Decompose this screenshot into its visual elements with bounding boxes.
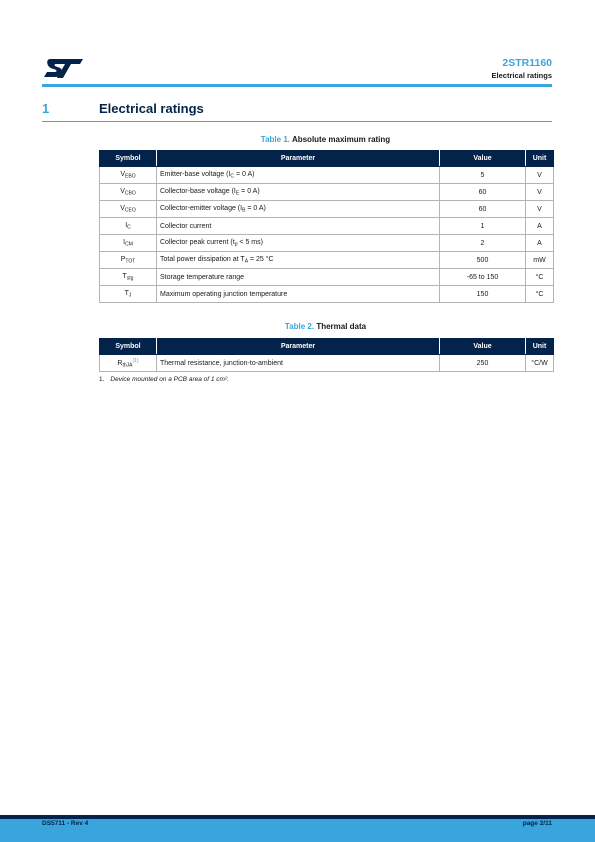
unit-cell: °C: [526, 286, 554, 303]
symbol-subscript: stg: [126, 275, 134, 282]
unit-cell: °C: [526, 269, 554, 286]
column-header-value: Value: [440, 339, 526, 355]
unit-cell: V: [526, 184, 554, 201]
parameter-text: Maximum operating junction temperature: [160, 290, 288, 298]
section-divider: [42, 121, 552, 122]
symbol-subscript: CBO: [124, 190, 136, 197]
value-cell: -65 to 150: [440, 269, 526, 286]
symbol-cell: [100, 201, 157, 218]
symbol-cell: [100, 269, 157, 286]
table-row: [100, 184, 554, 201]
table-row: [100, 218, 554, 235]
symbol-cell: [100, 355, 157, 372]
parameter-cell: [157, 252, 440, 269]
table1-caption: [99, 135, 552, 144]
value-cell: 150: [440, 286, 526, 303]
symbol-subscript: CM: [125, 241, 133, 248]
parameter-text: Collector-base voltage (I: [160, 187, 236, 195]
document-section-name: Electrical ratings: [491, 71, 552, 80]
symbol-cell: [100, 218, 157, 235]
parameter-subscript: C: [230, 173, 235, 180]
symbol-text: T: [122, 272, 127, 280]
symbol-text: P: [120, 255, 126, 263]
table-row: [100, 235, 554, 252]
symbol-cell: [100, 252, 157, 269]
section-title: Electrical ratings: [99, 101, 204, 116]
parameter-text: Total power dissipation at T: [160, 255, 245, 263]
symbol-text: V: [120, 204, 125, 212]
parameter-subscript: A: [244, 258, 249, 265]
table-row: [100, 201, 554, 218]
parameter-text: Collector-emitter voltage (I: [160, 204, 243, 212]
column-header-symbol: Symbol: [100, 151, 157, 167]
column-header-parameter: Parameter: [157, 339, 440, 355]
symbol-subscript: EBO: [125, 173, 136, 180]
parameter-condition: = 0 A): [239, 187, 260, 195]
value-cell: 2: [440, 235, 526, 252]
parameter-text: Collector peak current (t: [160, 238, 235, 246]
table-row: [100, 167, 554, 184]
table-row: [100, 355, 554, 372]
thermal-data-table: [99, 338, 554, 372]
footer-top-stripe: [0, 815, 595, 819]
parameter-text: Thermal resistance, junction-to-ambient: [160, 359, 283, 367]
parameter-subscript: E: [235, 190, 240, 197]
table2-caption: [99, 322, 552, 331]
parameter-subscript: B: [242, 207, 246, 214]
table1-caption-text: Absolute maximum rating: [291, 135, 391, 144]
document-title: 2STR1160: [502, 57, 552, 69]
column-header-parameter: Parameter: [157, 151, 440, 167]
symbol-text: T: [124, 289, 129, 297]
table-header-row: [100, 339, 554, 355]
parameter-cell: [157, 167, 440, 184]
footnote-number: 1.: [99, 376, 105, 383]
column-header-symbol: Symbol: [100, 339, 157, 355]
table1-caption-number: Table 1.: [260, 135, 290, 144]
parameter-text: Storage temperature range: [160, 273, 245, 281]
column-header-value: Value: [440, 151, 526, 167]
footnote-text: Device mounted on a PCB area of 1 cm².: [110, 376, 229, 383]
value-cell: 1: [440, 218, 526, 235]
value-cell: 60: [440, 184, 526, 201]
section-number: 1: [42, 101, 50, 116]
table2-caption-text: Thermal data: [316, 322, 367, 331]
value-cell: 5: [440, 167, 526, 184]
parameter-condition: = 0 A): [234, 170, 255, 178]
parameter-cell: [157, 286, 440, 303]
symbol-subscript: C: [127, 224, 131, 231]
parameter-text: Emitter-base voltage (I: [160, 170, 231, 178]
parameter-subscript: p: [234, 241, 238, 248]
absolute-maximum-rating-table: [99, 150, 554, 303]
symbol-subscript: thJA: [122, 362, 133, 369]
st-logo-icon: [42, 57, 84, 79]
footnote-reference: (1): [132, 357, 139, 364]
parameter-text: Collector current: [160, 222, 212, 230]
parameter-condition: = 0 A): [245, 204, 266, 212]
symbol-cell: [100, 167, 157, 184]
footnote: [99, 376, 229, 383]
parameter-cell: [157, 355, 440, 372]
parameter-cell: [157, 269, 440, 286]
symbol-cell: [100, 235, 157, 252]
symbol-text: V: [120, 170, 126, 178]
parameter-condition: < 5 ms): [237, 238, 263, 246]
value-cell: 60: [440, 201, 526, 218]
parameter-condition: = 25 °C: [248, 255, 274, 263]
symbol-text: I: [123, 238, 126, 246]
symbol-subscript: TOT: [125, 258, 136, 265]
page-number: page 2/11: [522, 820, 552, 827]
parameter-cell: [157, 201, 440, 218]
table-row: [100, 286, 554, 303]
column-header-unit: Unit: [526, 339, 554, 355]
unit-cell: °C/W: [526, 355, 554, 372]
table-row: [100, 269, 554, 286]
parameter-cell: [157, 184, 440, 201]
unit-cell: V: [526, 201, 554, 218]
value-cell: 500: [440, 252, 526, 269]
symbol-subscript: CEO: [124, 207, 136, 214]
symbol-text: R: [117, 359, 123, 367]
symbol-text: I: [125, 221, 128, 229]
value-cell: 250: [440, 355, 526, 372]
symbol-cell: [100, 286, 157, 303]
footer-band: [0, 815, 595, 842]
table-row: [100, 252, 554, 269]
document-revision: DS5711 - Rev 4: [42, 820, 89, 827]
header-divider: [42, 84, 552, 87]
symbol-cell: [100, 184, 157, 201]
column-header-unit: Unit: [526, 151, 554, 167]
unit-cell: A: [526, 218, 554, 235]
unit-cell: V: [526, 167, 554, 184]
symbol-subscript: J: [128, 292, 132, 299]
table2-caption-number: Table 2.: [284, 322, 315, 331]
symbol-text: V: [120, 187, 125, 195]
parameter-cell: [157, 235, 440, 252]
unit-cell: mW: [526, 252, 554, 269]
table-header-row: [100, 151, 554, 167]
unit-cell: A: [526, 235, 554, 252]
parameter-cell: [157, 218, 440, 235]
